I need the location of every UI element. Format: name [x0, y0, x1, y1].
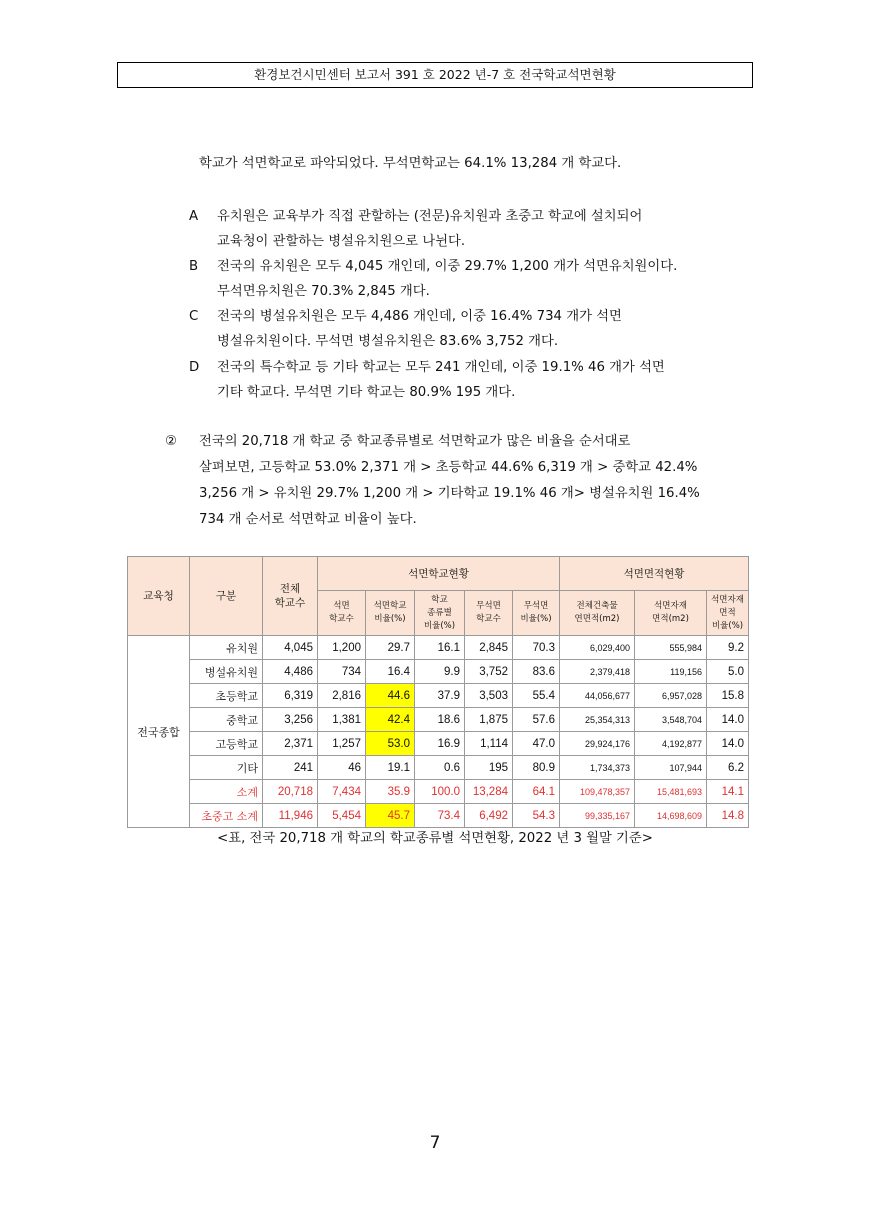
item-letter-a: A: [189, 209, 199, 224]
asbestos-area-cell: 555,984: [635, 636, 707, 660]
asbestos-schools-cell: 5,454: [318, 804, 366, 828]
row-label-cell: 초등학교: [190, 684, 263, 708]
header-asb-area-l1: 석면자재: [654, 601, 687, 611]
free-ratio-cell: 54.3: [513, 804, 560, 828]
page-number: 7: [429, 1133, 441, 1153]
asbestos-ratio-cell: 19.1: [366, 756, 415, 780]
asbestos-schools-cell: 734: [318, 660, 366, 684]
free-schools-cell: 13,284: [465, 780, 513, 804]
intro-line: 학교가 석면학교로 파악되었다. 무석면학교는 64.1% 13,284 개 학교다.: [199, 156, 622, 171]
asbestos-area-cell: 3,548,704: [635, 708, 707, 732]
asbestos-ratio-cell: 42.4: [366, 708, 415, 732]
header-total-schools: [263, 557, 318, 636]
item-a-line2: 교육청이 관할하는 병설유치원으로 나뉜다.: [217, 234, 466, 249]
row-label-cell: 초중고 소계: [190, 804, 263, 828]
total-area-cell: 6,029,400: [560, 636, 635, 660]
asbestos-ratio-cell: 35.9: [366, 780, 415, 804]
header-asb-ratio: [366, 591, 415, 636]
free-schools-cell: 2,845: [465, 636, 513, 660]
total-schools-cell: 4,486: [263, 660, 318, 684]
free-ratio-cell: 57.6: [513, 708, 560, 732]
free-schools-cell: 3,752: [465, 660, 513, 684]
header-asb-count-l2: 학교수: [329, 614, 354, 624]
header-free-ratio: [513, 591, 560, 636]
free-ratio-cell: 83.6: [513, 660, 560, 684]
free-schools-cell: 195: [465, 756, 513, 780]
point-2-marker: ②: [165, 434, 177, 449]
total-schools-cell: 3,256: [263, 708, 318, 732]
row-label-cell: 고등학교: [190, 732, 263, 756]
area-ratio-cell: 14.0: [707, 708, 749, 732]
total-area-cell: 25,354,313: [560, 708, 635, 732]
header-asb-count: [318, 591, 366, 636]
free-ratio-cell: 47.0: [513, 732, 560, 756]
header-free-ratio-l1: 무석면: [523, 601, 549, 611]
item-b-line1: 전국의 유치원은 모두 4,045 개인데, 이중 29.7% 1,200 개가 석면유치원이다.: [217, 259, 678, 274]
table-row: [128, 684, 749, 708]
header-area-ratio-l2: 면적: [719, 607, 736, 618]
header-total-area-l1: 전체건축물: [576, 601, 618, 611]
asbestos-ratio-cell: 29.7: [366, 636, 415, 660]
free-schools-cell: 1,114: [465, 732, 513, 756]
group-label-cell: 전국종합: [128, 636, 190, 828]
item-d-line1: 전국의 특수학교 등 기타 학교는 모두 241 개인데, 이중 19.1% 46 개가 석면: [217, 360, 665, 375]
point-2-line2: 살펴보면, 고등학교 53.0% 2,371 개 > 초등학교 44.6% 6,319 개 > 중학교 42.4%: [199, 460, 698, 475]
point-2-line1: 전국의 20,718 개 학교 중 학교종류별로 석면학교가 많은 비율을 순서대로: [199, 434, 631, 449]
free-ratio-cell: 55.4: [513, 684, 560, 708]
item-d-line2: 기타 학교다. 무석면 기타 학교는 80.9% 195 개다.: [217, 385, 516, 400]
header-total-area: [560, 591, 635, 636]
total-area-cell: 99,335,167: [560, 804, 635, 828]
header-type-ratio-l3: 비율(%): [423, 620, 456, 631]
free-ratio-cell: 80.9: [513, 756, 560, 780]
table-row: [128, 804, 749, 828]
row-label-cell: 중학교: [190, 708, 263, 732]
header-total-l1: 전체: [279, 583, 301, 595]
type-ratio-cell: 73.4: [415, 804, 465, 828]
type-ratio-cell: 0.6: [415, 756, 465, 780]
free-schools-cell: 6,492: [465, 804, 513, 828]
asbestos-ratio-cell: 44.6: [366, 684, 415, 708]
header-free-ratio-l2: 비율(%): [520, 614, 552, 624]
asbestos-schools-cell: 1,200: [318, 636, 366, 660]
table-body: [128, 636, 749, 828]
asbestos-area-cell: 14,698,609: [635, 804, 707, 828]
table-row: [128, 780, 749, 804]
header-area-ratio-l1: 석면자재: [711, 594, 744, 605]
asbestos-schools-cell: 1,381: [318, 708, 366, 732]
total-area-cell: 2,379,418: [560, 660, 635, 684]
table-row: [128, 636, 749, 660]
free-ratio-cell: 64.1: [513, 780, 560, 804]
total-area-cell: 109,478,357: [560, 780, 635, 804]
header-area-ratio: [707, 591, 749, 636]
type-ratio-cell: 9.9: [415, 660, 465, 684]
header-office: 교육청: [128, 557, 190, 636]
type-ratio-cell: 16.9: [415, 732, 465, 756]
type-ratio-cell: 16.1: [415, 636, 465, 660]
total-schools-cell: 2,371: [263, 732, 318, 756]
item-letter-b: B: [189, 259, 199, 274]
area-ratio-cell: 15.8: [707, 684, 749, 708]
area-ratio-cell: 14.0: [707, 732, 749, 756]
header-total-l2: 학교수: [274, 597, 306, 609]
area-ratio-cell: 14.8: [707, 804, 749, 828]
header-asb-ratio-l1: 석면학교: [373, 601, 407, 611]
point-2-line3: 3,256 개 > 유치원 29.7% 1,200 개 > 기타학교 19.1% 46 개> 병설유치원 16.4%: [199, 486, 700, 501]
item-c-line2: 병설유치원이다. 무석면 병설유치원은 83.6% 3,752 개다.: [217, 334, 559, 349]
header-free-count-l2: 학교수: [476, 614, 501, 624]
free-ratio-cell: 70.3: [513, 636, 560, 660]
table-row: [128, 732, 749, 756]
header-free-count: [465, 591, 513, 636]
area-ratio-cell: 6.2: [707, 756, 749, 780]
asbestos-schools-cell: 46: [318, 756, 366, 780]
total-area-cell: 29,924,176: [560, 732, 635, 756]
total-schools-cell: 20,718: [263, 780, 318, 804]
header-asb-count-l1: 석면: [333, 601, 350, 611]
header-asb-area-l2: 면적(m2): [652, 614, 689, 624]
header-area-status: 석면면적현황: [560, 557, 749, 591]
area-ratio-cell: 14.1: [707, 780, 749, 804]
row-label-cell: 유치원: [190, 636, 263, 660]
item-b-line2: 무석면유치원은 70.3% 2,845 개다.: [217, 284, 430, 299]
header-free-count-l1: 무석면: [476, 601, 501, 611]
asbestos-area-cell: 107,944: [635, 756, 707, 780]
area-ratio-cell: 5.0: [707, 660, 749, 684]
header-category: 구분: [190, 557, 263, 636]
item-letter-d: D: [189, 360, 200, 375]
total-schools-cell: 241: [263, 756, 318, 780]
type-ratio-cell: 100.0: [415, 780, 465, 804]
asbestos-schools-cell: 1,257: [318, 732, 366, 756]
header-area-ratio-l3: 비율(%): [711, 620, 744, 631]
asbestos-area-cell: 15,481,693: [635, 780, 707, 804]
point-2-line4: 734 개 순서로 석면학교 비율이 높다.: [199, 512, 417, 527]
asbestos-schools-cell: 7,434: [318, 780, 366, 804]
asbestos-ratio-cell: 45.7: [366, 804, 415, 828]
item-c-line1: 전국의 병설유치원은 모두 4,486 개인데, 이중 16.4% 734 개가 석면: [217, 309, 622, 324]
total-schools-cell: 11,946: [263, 804, 318, 828]
header-type-ratio: [415, 591, 465, 636]
asbestos-area-cell: 119,156: [635, 660, 707, 684]
row-label-cell: 기타: [190, 756, 263, 780]
asbestos-table-wrapper: [127, 556, 744, 828]
row-label-cell: 소계: [190, 780, 263, 804]
total-schools-cell: 6,319: [263, 684, 318, 708]
table-caption: <표, 전국 20,718 개 학교의 학교종류별 석면현황, 2022 년 3 월말 기준>: [217, 831, 653, 846]
table-row: [128, 708, 749, 732]
item-a-line1: 유치원은 교육부가 직접 관할하는 (전문)유치원과 초중고 학교에 설치되어: [217, 209, 643, 224]
table-row: [128, 660, 749, 684]
header-total-area-l2: 연면적(m2): [574, 614, 620, 624]
total-area-cell: 1,734,373: [560, 756, 635, 780]
free-schools-cell: 1,875: [465, 708, 513, 732]
header-type-ratio-l1: 학교: [431, 594, 448, 605]
free-schools-cell: 3,503: [465, 684, 513, 708]
asbestos-ratio-cell: 16.4: [366, 660, 415, 684]
asbestos-ratio-cell: 53.0: [366, 732, 415, 756]
type-ratio-cell: 37.9: [415, 684, 465, 708]
asbestos-area-cell: 6,957,028: [635, 684, 707, 708]
row-label-cell: 병설유치원: [190, 660, 263, 684]
header-type-ratio-l2: 종류별: [427, 607, 452, 618]
total-schools-cell: 4,045: [263, 636, 318, 660]
report-header: 환경보건시민센터 보고서 391 호 2022 년-7 호 전국학교석면현황: [117, 62, 753, 88]
header-asb-area: [635, 591, 707, 636]
type-ratio-cell: 18.6: [415, 708, 465, 732]
header-school-status: 석면학교현황: [318, 557, 560, 591]
item-letter-c: C: [189, 309, 199, 324]
asbestos-schools-cell: 2,816: [318, 684, 366, 708]
header-asb-ratio-l2: 비율(%): [374, 614, 406, 624]
asbestos-status-table: [127, 556, 749, 828]
total-area-cell: 44,056,677: [560, 684, 635, 708]
table-row: [128, 756, 749, 780]
asbestos-area-cell: 4,192,877: [635, 732, 707, 756]
area-ratio-cell: 9.2: [707, 636, 749, 660]
